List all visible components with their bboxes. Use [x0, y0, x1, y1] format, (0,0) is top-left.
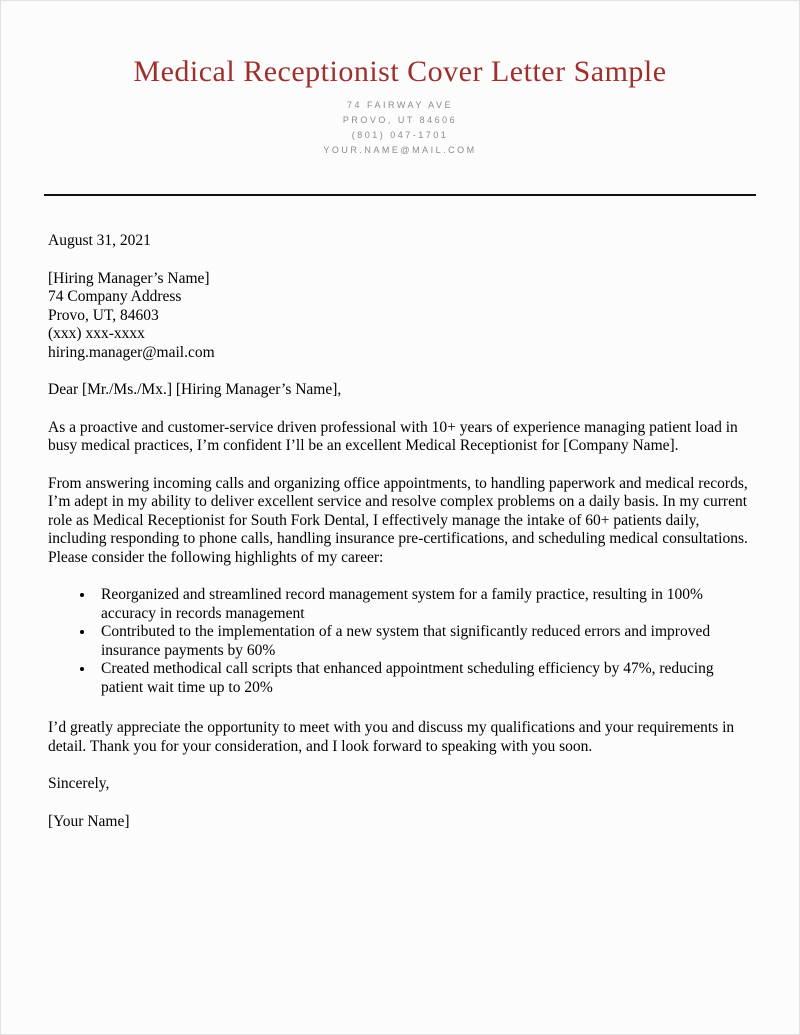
header-divider: [44, 194, 756, 196]
recipient-city: Provo, UT, 84603: [48, 306, 159, 324]
career-highlights-list: [48, 586, 752, 697]
recipient-phone: (xxx) xxx-xxxx: [48, 325, 145, 342]
recipient-address: 74 Company Address: [48, 288, 182, 305]
letterhead: [1, 55, 799, 158]
paragraph-experience: From answering incoming calls and organizing office appointments, to handling paperwork and medical records, I’m adept in my ability to deliver excellent service and resolve complex problems on a daily basis. In my current role as Medical Receptionist for South Fork Dental, I effectively manage the intake of 60+ patients daily, including responding to phone calls, handling insurance pre-certifications, and scheduling medical consultations. Please consider the following highlights of my career:: [48, 474, 748, 566]
list-item: • Reorganized and streamlined record management system for a family practice, resulting in 100% accuracy in records management: [95, 586, 752, 623]
paragraph-closing: I’d greatly appreciate the opportunity to meet with you and discuss my qualifications and your requirements in detail. Thank you for your consideration, and I look forward to speaking with you soon.: [48, 719, 735, 755]
contact-block: [1, 98, 799, 158]
contact-line-address: 74 FAIRWAY AVE: [346, 100, 454, 110]
list-item: • Created methodical call scripts that enhanced appointment scheduling efficiency by 47%, reducing patient wait time up to 20%: [95, 660, 752, 697]
paragraph-intro: As a proactive and customer-service driven professional with 10+ years of experience managing patient load in busy medical practices, I’m confident I’ll be an excellent Medical Receptionist for [Company Name].: [48, 418, 738, 454]
contact-line-email: YOUR.NAME@MAIL.COM: [323, 145, 477, 155]
date-line: August 31, 2021: [48, 232, 151, 249]
contact-line-phone: (801) 047-1701: [351, 130, 449, 140]
valediction: Sincerely,: [48, 775, 110, 792]
recipient-name: [Hiring Manager’s Name]: [48, 269, 210, 287]
contact-line-city: PROVO, UT 84606: [342, 115, 458, 125]
signature: [Your Name]: [48, 812, 130, 830]
list-item: • Contributed to the implementation of a new system that significantly reduced errors and improved insurance payments by 60%: [95, 623, 752, 660]
recipient-block: [48, 270, 752, 363]
page-title: Medical Receptionist Cover Letter Sample: [133, 55, 667, 88]
recipient-email: hiring.manager@mail.com: [48, 343, 215, 361]
salutation: Dear [Mr./Ms./Mx.] [Hiring Manager’s Name],: [48, 381, 342, 398]
letter-body: [48, 232, 752, 831]
